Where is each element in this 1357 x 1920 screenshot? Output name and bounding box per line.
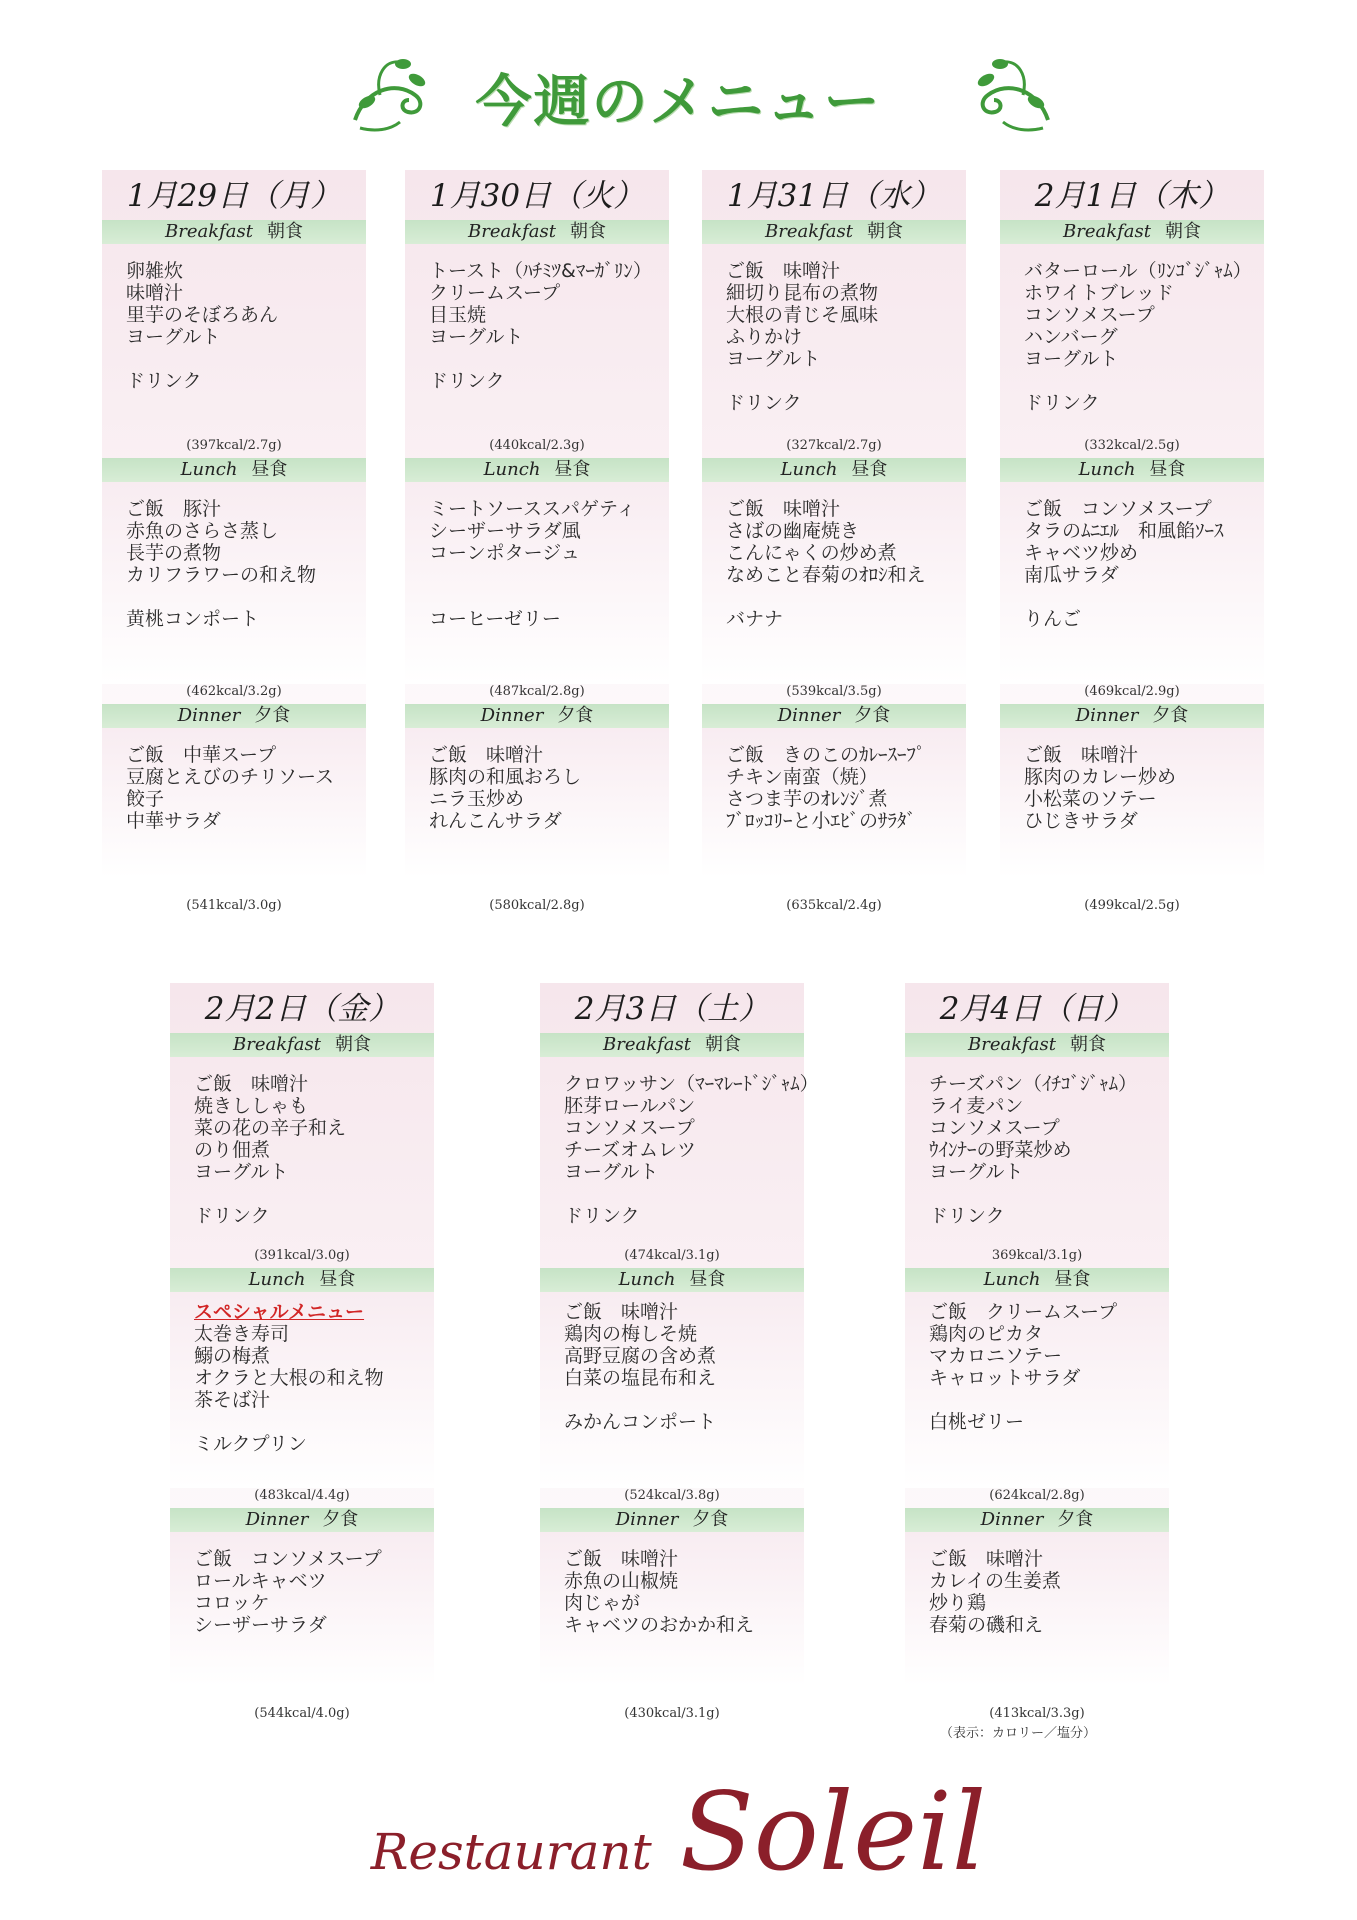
- spacer: [126, 586, 371, 608]
- menu-item: ご飯 中華スープ: [126, 744, 277, 766]
- menu-item: カレイの生姜煮: [929, 1570, 1062, 1592]
- breakfast-label-en: Breakfast: [165, 221, 253, 242]
- menu-item: ご飯 味噌汁: [726, 498, 841, 520]
- breakfast-label-jp: 朝食: [1165, 221, 1201, 242]
- menu-item: 鰯の梅煮: [194, 1345, 271, 1367]
- menu-item: カリフラワーの和え物: [126, 564, 317, 586]
- lunch-items: [1024, 498, 1269, 630]
- menu-item: コロッケ: [194, 1592, 270, 1614]
- dinner-label-jp: 夕食: [557, 705, 594, 726]
- breakfast-label-en: Breakfast: [468, 221, 556, 242]
- menu-item: 白桃ゼリー: [929, 1411, 1025, 1433]
- menu-item: れんこんサラダ: [429, 810, 562, 832]
- menu-item: 目玉焼: [429, 304, 487, 326]
- menu-item: シーザーサラダ: [194, 1614, 327, 1636]
- breakfast-items: [429, 260, 674, 392]
- menu-item: 焼きししゃも: [194, 1095, 309, 1117]
- menu-item: チキン南蛮（焼）: [726, 766, 878, 788]
- breakfast-label-jp: 朝食: [570, 221, 606, 242]
- menu-item: ドリンク: [564, 1205, 640, 1227]
- day-date: 2月2日（金）: [204, 991, 400, 1027]
- menu-item: ドリンク: [726, 392, 802, 414]
- menu-item: コンソメスープ: [929, 1117, 1060, 1139]
- lunch-label-en: Lunch: [180, 459, 238, 480]
- menu-item: ご飯 クリームスープ: [929, 1301, 1118, 1323]
- menu-item: ご飯 味噌汁: [1024, 744, 1139, 766]
- dinner-nutrition: (541kcal/3.0g): [186, 898, 282, 913]
- breakfast-label-en: Breakfast: [968, 1034, 1056, 1055]
- lunch-label-en: Lunch: [618, 1269, 676, 1290]
- dinner-nutrition: (544kcal/4.0g): [254, 1706, 350, 1721]
- menu-item: ご飯 味噌汁: [726, 260, 841, 282]
- menu-item: のり佃煮: [194, 1139, 271, 1161]
- breakfast-header: [905, 1033, 1169, 1057]
- menu-item: 中華サラダ: [126, 810, 221, 832]
- breakfast-header: [102, 220, 366, 244]
- breakfast-nutrition: (474kcal/3.1g): [624, 1248, 720, 1263]
- dinner-label-en: Dinner: [615, 1509, 679, 1530]
- day-date: 2月1日（木）: [1034, 178, 1230, 214]
- spacer: [929, 1183, 1174, 1205]
- spacer: [1024, 370, 1269, 392]
- menu-item: ﾌﾞﾛｯｺﾘｰと小ｴﾋﾞのｻﾗﾀﾞ: [726, 810, 917, 832]
- spacer: [726, 586, 971, 608]
- breakfast-label-jp: 朝食: [705, 1034, 741, 1055]
- lunch-header: [405, 458, 669, 482]
- breakfast-label-en: Breakfast: [603, 1034, 691, 1055]
- menu-item: 茶そば汁: [194, 1389, 271, 1411]
- dinner-label-jp: 夕食: [254, 705, 291, 726]
- menu-item: ドリンク: [126, 370, 202, 392]
- menu-item: さつま芋のｵﾚﾝｼﾞ煮: [726, 788, 888, 810]
- dinner-items: [564, 1548, 809, 1636]
- menu-item: タラのﾑﾆｴﾙ 和風餡ｿｰｽ: [1024, 520, 1224, 542]
- menu-item: キャロットサラダ: [929, 1367, 1081, 1389]
- lunch-nutrition: (624kcal/2.8g): [989, 1488, 1085, 1503]
- lunch-nutrition: (483kcal/4.4g): [254, 1488, 350, 1503]
- lunch-items: [194, 1301, 439, 1455]
- lunch-label-jp: 昼食: [554, 459, 591, 480]
- dinner-header: [702, 704, 966, 728]
- menu-item: 小松菜のソテー: [1024, 788, 1157, 810]
- spacer: [564, 1183, 809, 1205]
- lunch-label-jp: 昼食: [251, 459, 288, 480]
- dinner-label-en: Dinner: [980, 1509, 1044, 1530]
- menu-item: キャベツのおかか和え: [564, 1614, 755, 1636]
- menu-item: 味噌汁: [126, 282, 184, 304]
- lunch-label-en: Lunch: [1078, 459, 1136, 480]
- lunch-label-en: Lunch: [248, 1269, 306, 1290]
- menu-item: ヨーグルト: [126, 326, 221, 348]
- menu-item: 黄桃コンポート: [126, 608, 260, 630]
- menu-item: なめこと春菊のｵﾛｼ和え: [726, 564, 926, 586]
- menu-item: ご飯 味噌汁: [429, 744, 544, 766]
- menu-item: コーンポタージュ: [429, 542, 580, 564]
- breakfast-label-jp: 朝食: [335, 1034, 371, 1055]
- menu-item: 豆腐とえびのチリソース: [126, 766, 335, 788]
- breakfast-header: [540, 1033, 804, 1057]
- menu-item: 豚肉の和風おろし: [429, 766, 582, 788]
- dinner-header: [102, 704, 366, 728]
- menu-item: 太巻き寿司: [194, 1323, 290, 1345]
- breakfast-nutrition: 369kcal/3.1g): [991, 1248, 1083, 1263]
- breakfast-nutrition: (327kcal/2.7g): [786, 438, 882, 453]
- page-title: 今週のメニュー: [475, 70, 882, 135]
- breakfast-items: [929, 1073, 1174, 1227]
- menu-item: ドリンク: [929, 1205, 1005, 1227]
- spacer: [194, 1183, 439, 1205]
- menu-item: ホワイトブレッド: [1024, 282, 1174, 304]
- menu-item: ロールキャベツ: [194, 1570, 327, 1592]
- menu-item: 赤魚の山椒焼: [564, 1570, 679, 1592]
- lunch-header: [702, 458, 966, 482]
- spacer: [929, 1389, 1174, 1411]
- menu-item: バターロール（ﾘﾝｺﾞｼﾞｬﾑ）: [1024, 260, 1252, 282]
- menu-item: ヨーグルト: [1024, 348, 1119, 370]
- dinner-items: [194, 1548, 439, 1636]
- menu-item: ご飯 豚汁: [126, 498, 222, 520]
- menu-item: コンソメスープ: [1024, 304, 1155, 326]
- menu-item: クロワッサン（ﾏｰﾏﾚｰﾄﾞｼﾞｬﾑ）: [564, 1073, 819, 1095]
- dinner-header: [170, 1508, 434, 1532]
- lunch-label-jp: 昼食: [851, 459, 888, 480]
- spacer: [429, 564, 674, 586]
- dinner-items: [726, 744, 971, 832]
- menu-item: 炒り鶏: [929, 1592, 987, 1614]
- menu-item: 南瓜サラダ: [1024, 564, 1119, 586]
- spacer: [429, 348, 674, 370]
- dinner-label-en: Dinner: [245, 1509, 309, 1530]
- lunch-items: [564, 1301, 809, 1433]
- menu-item: 赤魚のさらさ蒸し: [126, 520, 279, 542]
- menu-item: ひじきサラダ: [1024, 810, 1138, 832]
- brand-prefix: Restaurant: [370, 1823, 652, 1881]
- lunch-nutrition: (539kcal/3.5g): [786, 684, 882, 699]
- lunch-label-en: Lunch: [983, 1269, 1041, 1290]
- dinner-nutrition: (580kcal/2.8g): [489, 898, 585, 913]
- menu-item: コーヒーゼリー: [429, 608, 561, 630]
- menu-item: 鶏肉の梅しそ焼: [564, 1323, 698, 1345]
- calorie-note: （表示：カロリー／塩分）: [940, 1726, 1097, 1741]
- breakfast-items: [194, 1073, 439, 1227]
- spacer: [429, 586, 674, 608]
- dinner-nutrition: (413kcal/3.3g): [989, 1706, 1085, 1721]
- menu-item: 里芋のそぼろあん: [126, 304, 279, 326]
- spacer: [726, 370, 971, 392]
- menu-item: ドリンク: [1024, 392, 1100, 414]
- menu-item: ヨーグルト: [564, 1161, 659, 1183]
- day-date: 2月4日（日）: [939, 991, 1135, 1027]
- menu-item: ヨーグルト: [726, 348, 821, 370]
- menu-item: シーザーサラダ風: [429, 520, 581, 542]
- menu-item: ミルクプリン: [194, 1433, 307, 1455]
- menu-item: ヨーグルト: [429, 326, 524, 348]
- special-menu-label: スペシャルメニュー: [194, 1301, 365, 1323]
- breakfast-items: [726, 260, 971, 414]
- dinner-label-en: Dinner: [1075, 705, 1139, 726]
- lunch-nutrition: (462kcal/3.2g): [186, 684, 282, 699]
- menu-item: ヨーグルト: [194, 1161, 289, 1183]
- lunch-items: [726, 498, 971, 630]
- menu-item: 春菊の磯和え: [929, 1614, 1044, 1636]
- menu-item: 細切り昆布の煮物: [726, 282, 879, 304]
- menu-item: 胚芽ロールパン: [564, 1095, 696, 1117]
- breakfast-items: [564, 1073, 819, 1227]
- lunch-items: [929, 1301, 1174, 1433]
- menu-item: ライ麦パン: [929, 1095, 1024, 1117]
- dinner-nutrition: (430kcal/3.1g): [624, 1706, 720, 1721]
- menu-item: オクラと大根の和え物: [194, 1367, 384, 1389]
- lunch-header: [1000, 458, 1264, 482]
- spacer: [194, 1411, 439, 1433]
- dinner-items: [429, 744, 674, 832]
- menu-item: ヨーグルト: [929, 1161, 1024, 1183]
- menu-item: ご飯 コンソメスープ: [1024, 498, 1212, 520]
- menu-item: 鶏肉のピカタ: [929, 1323, 1044, 1345]
- lunch-label-jp: 昼食: [1149, 459, 1186, 480]
- lunch-header: [540, 1268, 804, 1292]
- lunch-header: [170, 1268, 434, 1292]
- menu-item: ご飯 きのこのｶﾚｰｽｰﾌﾟ: [726, 744, 926, 766]
- lunch-label-jp: 昼食: [319, 1269, 356, 1290]
- lunch-items: [126, 498, 371, 630]
- menu-item: ご飯 コンソメスープ: [194, 1548, 382, 1570]
- day-date: 1月31日（水）: [726, 178, 942, 214]
- breakfast-nutrition: (440kcal/2.3g): [489, 438, 585, 453]
- menu-item: 卵雑炊: [126, 260, 184, 282]
- menu-item: さばの幽庵焼き: [726, 520, 860, 542]
- spacer: [564, 1389, 809, 1411]
- menu-item: ふりかけ: [726, 326, 803, 348]
- menu-item: 大根の青じそ風味: [726, 304, 879, 326]
- menu-item: こんにゃくの炒め煮: [726, 542, 897, 564]
- menu-item: クリームスープ: [429, 282, 561, 304]
- lunch-nutrition: (487kcal/2.8g): [489, 684, 585, 699]
- lunch-items: [429, 498, 674, 630]
- dinner-nutrition: (635kcal/2.4g): [786, 898, 882, 913]
- lunch-label-jp: 昼食: [689, 1269, 726, 1290]
- dinner-header: [905, 1508, 1169, 1532]
- menu-item: キャベツ炒め: [1024, 542, 1139, 564]
- day-date: 2月3日（土）: [574, 991, 770, 1027]
- menu-item: ご飯 味噌汁: [564, 1301, 679, 1323]
- brand-name: Soleil: [679, 1770, 987, 1895]
- breakfast-label-en: Breakfast: [1063, 221, 1151, 242]
- menu-item: ご飯 味噌汁: [564, 1548, 679, 1570]
- breakfast-header: [702, 220, 966, 244]
- dinner-label-jp: 夕食: [692, 1509, 729, 1530]
- menu-item: 長芋の煮物: [126, 542, 222, 564]
- dinner-label-jp: 夕食: [854, 705, 891, 726]
- menu-item: 豚肉のカレー炒め: [1024, 766, 1177, 788]
- dinner-label-en: Dinner: [777, 705, 841, 726]
- menu-item: みかんコンポート: [564, 1411, 717, 1433]
- breakfast-header: [1000, 220, 1264, 244]
- dinner-items: [126, 744, 371, 832]
- menu-item: ドリンク: [429, 370, 505, 392]
- dinner-label-jp: 夕食: [1057, 1509, 1094, 1530]
- menu-item: トースト（ﾊﾁﾐﾂ&ﾏｰｶﾞﾘﾝ）: [429, 260, 652, 282]
- menu-item: チーズパン（ｲﾁｺﾞｼﾞｬﾑ）: [929, 1073, 1138, 1095]
- day-date: 1月30日（火）: [429, 178, 645, 214]
- breakfast-label-jp: 朝食: [867, 221, 903, 242]
- restaurant-brand: [0, 1770, 1357, 1895]
- breakfast-items: [126, 260, 371, 392]
- menu-item: 菜の花の辛子和え: [194, 1117, 347, 1139]
- menu-item: ご飯 味噌汁: [929, 1548, 1044, 1570]
- breakfast-items: [1024, 260, 1269, 414]
- dinner-items: [1024, 744, 1269, 832]
- lunch-header: [102, 458, 366, 482]
- lunch-label-jp: 昼食: [1054, 1269, 1091, 1290]
- breakfast-nutrition: (397kcal/2.7g): [186, 438, 282, 453]
- lunch-nutrition: (469kcal/2.9g): [1084, 684, 1180, 699]
- dinner-label-en: Dinner: [480, 705, 544, 726]
- breakfast-header: [170, 1033, 434, 1057]
- lunch-nutrition: (524kcal/3.8g): [624, 1488, 720, 1503]
- spacer: [1024, 586, 1269, 608]
- dinner-header: [1000, 704, 1264, 728]
- menu-item: りんご: [1024, 608, 1082, 630]
- menu-item: ドリンク: [194, 1205, 270, 1227]
- menu-item: バナナ: [726, 608, 784, 630]
- spacer: [126, 348, 371, 370]
- menu-item: コンソメスープ: [564, 1117, 695, 1139]
- lunch-label-en: Lunch: [483, 459, 541, 480]
- breakfast-nutrition: (391kcal/3.0g): [254, 1248, 350, 1263]
- dinner-header: [405, 704, 669, 728]
- menu-item: 高野豆腐の含め煮: [564, 1345, 717, 1367]
- menu-item: 餃子: [126, 788, 165, 810]
- lunch-header: [905, 1268, 1169, 1292]
- menu-item: 白菜の塩昆布和え: [564, 1367, 717, 1389]
- menu-item: チーズオムレツ: [564, 1139, 697, 1161]
- breakfast-label-en: Breakfast: [233, 1034, 321, 1055]
- dinner-items: [929, 1548, 1174, 1636]
- breakfast-nutrition: (332kcal/2.5g): [1084, 438, 1180, 453]
- breakfast-label-jp: 朝食: [1070, 1034, 1106, 1055]
- menu-item: ｳｲﾝﾅｰの野菜炒め: [929, 1139, 1072, 1161]
- menu-item: ミートソーススパゲティ: [429, 498, 636, 520]
- menu-item: 肉じゃが: [564, 1592, 641, 1614]
- menu-item: マカロニソテー: [929, 1345, 1063, 1367]
- breakfast-header: [405, 220, 669, 244]
- breakfast-label-en: Breakfast: [765, 221, 853, 242]
- menu-item: ご飯 味噌汁: [194, 1073, 309, 1095]
- dinner-label-en: Dinner: [177, 705, 241, 726]
- day-date: 1月29日（月）: [126, 178, 342, 214]
- breakfast-label-jp: 朝食: [267, 221, 303, 242]
- lunch-label-en: Lunch: [780, 459, 838, 480]
- dinner-label-jp: 夕食: [322, 1509, 359, 1530]
- dinner-nutrition: (499kcal/2.5g): [1084, 898, 1180, 913]
- menu-item: ハンバーグ: [1024, 326, 1118, 348]
- dinner-label-jp: 夕食: [1152, 705, 1189, 726]
- dinner-header: [540, 1508, 804, 1532]
- menu-item: ニラ玉炒め: [429, 788, 525, 810]
